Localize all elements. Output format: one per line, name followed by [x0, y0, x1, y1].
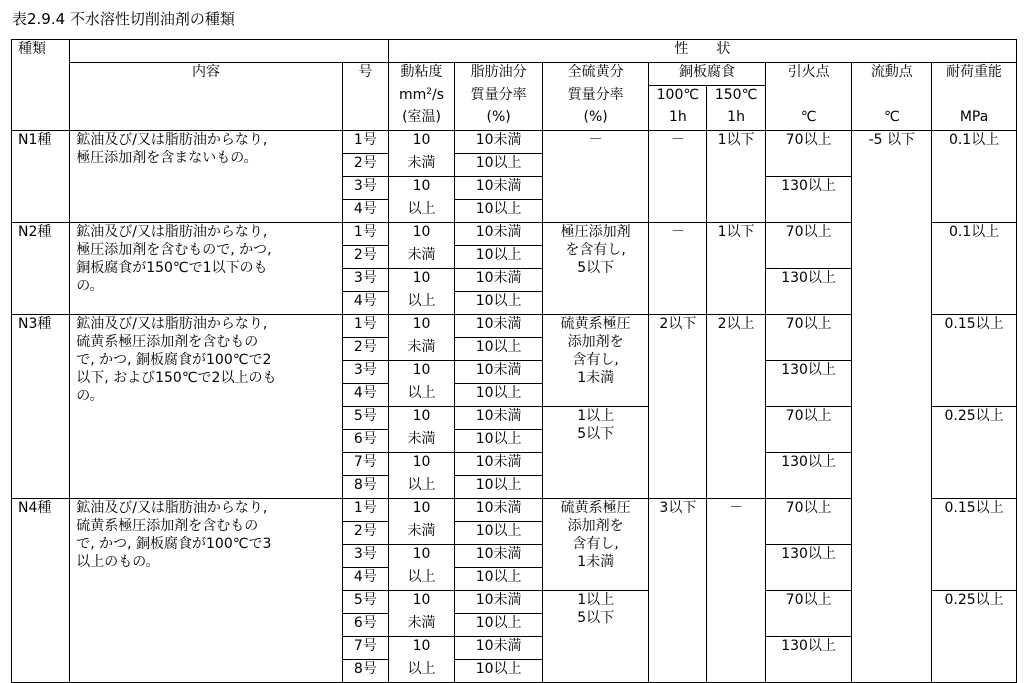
fat-oil-cell: 10未満	[455, 499, 543, 522]
number-cell: 4号	[342, 568, 388, 591]
flash-point-cell: 130以上	[765, 545, 852, 591]
flash-point-cell: 130以上	[765, 361, 852, 407]
header-fat-oil: 脂肪油分	[455, 63, 543, 86]
fat-oil-cell: 10未満	[455, 637, 543, 660]
number-cell: 8号	[342, 476, 388, 499]
fat-oil-cell: 10以上	[455, 568, 543, 591]
content-line: 銅板腐食が150℃で1以下のも	[76, 260, 268, 276]
corrosion-100-cell: －	[649, 223, 707, 315]
header-corr-150: 150℃	[707, 86, 765, 109]
fat-oil-cell: 10未満	[455, 453, 543, 476]
viscosity-cell: 10	[388, 315, 454, 338]
viscosity-cell: 10	[388, 637, 454, 660]
content-line: の。	[76, 388, 104, 404]
sulfur-line: 添加剤を	[567, 518, 624, 534]
content-line: 極圧添加剤を含むもので, かつ,	[76, 242, 272, 258]
sulfur-cell	[543, 223, 649, 315]
fat-oil-cell: 10未満	[455, 177, 543, 200]
viscosity-cell: 未満	[388, 246, 454, 269]
sulfur-line: －	[588, 132, 603, 148]
viscosity-cell: 10	[388, 361, 454, 384]
fat-oil-cell: 10以上	[455, 660, 543, 683]
fat-oil-cell: 10以上	[455, 522, 543, 545]
flash-point-cell: 70以上	[765, 131, 852, 177]
viscosity-cell: 10	[388, 131, 454, 154]
number-cell: 2号	[342, 246, 388, 269]
fat-oil-cell: 10未満	[455, 361, 543, 384]
fat-oil-cell: 10以上	[455, 614, 543, 637]
fat-oil-cell: 10以上	[455, 384, 543, 407]
header-fat-oil-unit: 質量分率	[455, 86, 543, 109]
header-properties: 性 状	[388, 40, 1016, 63]
header-viscosity-cond: (室温)	[388, 108, 454, 131]
header-viscosity-unit: $mm^2/s$	[388, 86, 454, 109]
load-cell: 0.15以上	[932, 315, 1017, 407]
number-cell: 4号	[342, 292, 388, 315]
header-viscosity: 動粘度	[388, 63, 454, 86]
number-cell: 3号	[342, 545, 388, 568]
number-cell: 3号	[342, 177, 388, 200]
number-cell: 7号	[342, 453, 388, 476]
sulfur-line: 5以下	[577, 610, 615, 626]
header-number: 号	[342, 63, 388, 131]
content-cell	[70, 499, 343, 683]
flash-point-cell: 130以上	[765, 637, 852, 683]
kind-cell: N3種	[12, 315, 70, 499]
sulfur-line: 含有し,	[572, 536, 619, 552]
number-cell: 7号	[342, 637, 388, 660]
sulfur-line: 硫黄系極圧	[560, 316, 631, 332]
number-cell: 4号	[342, 200, 388, 223]
header-load: 耐荷重能	[932, 63, 1017, 86]
table-caption: 表2.9.4 不水溶性切削油剤の種類	[12, 10, 235, 28]
corrosion-100-cell: －	[649, 131, 707, 223]
viscosity-cell: 未満	[388, 430, 454, 453]
content-cell	[70, 223, 343, 315]
viscosity-cell: 未満	[388, 522, 454, 545]
content-line: 鉱油及び/又は脂肪油からなり,	[76, 132, 268, 148]
content-line: 鉱油及び/又は脂肪油からなり,	[76, 224, 268, 240]
content-line: 硫黄系極圧添加剤を含むもの	[76, 334, 259, 350]
kind-cell: N2種	[12, 223, 70, 315]
kind-cell: N4種	[12, 499, 70, 683]
viscosity-cell: 10	[388, 545, 454, 568]
fat-oil-cell: 10未満	[455, 407, 543, 430]
fat-oil-cell: 10未満	[455, 131, 543, 154]
viscosity-cell: 10	[388, 453, 454, 476]
oil-types-table	[11, 39, 1017, 683]
viscosity-cell: 以上	[388, 200, 454, 223]
viscosity-cell: 10	[388, 223, 454, 246]
viscosity-cell: 以上	[388, 384, 454, 407]
header-flash-unit: ℃	[765, 108, 852, 131]
number-cell: 3号	[342, 269, 388, 292]
header-flash-spacer	[765, 86, 852, 109]
flash-point-cell: 130以上	[765, 177, 852, 223]
viscosity-cell: 未満	[388, 338, 454, 361]
flash-point-cell: 70以上	[765, 223, 852, 269]
sulfur-line: 含有し,	[572, 352, 619, 368]
corrosion-150-cell: 1以下	[707, 223, 765, 315]
number-cell: 1号	[342, 499, 388, 522]
sulfur-line: 極圧添加剤	[560, 224, 631, 240]
number-cell: 2号	[342, 338, 388, 361]
content-line: で, かつ, 銅板腐食が100℃で3	[76, 536, 272, 552]
flash-point-cell: 70以上	[765, 591, 852, 637]
content-line: 以上のもの。	[76, 554, 160, 570]
sulfur-line: 1未満	[577, 554, 615, 570]
number-cell: 1号	[342, 131, 388, 154]
viscosity-cell: 10	[388, 407, 454, 430]
number-cell: 8号	[342, 660, 388, 683]
fat-oil-cell: 10以上	[455, 338, 543, 361]
sulfur-line: を含有し,	[565, 242, 626, 258]
number-cell: 6号	[342, 614, 388, 637]
corrosion-150-cell: 1以下	[707, 131, 765, 223]
number-cell: 2号	[342, 522, 388, 545]
corrosion-100-cell: 2以下	[649, 315, 707, 499]
header-corrosion: 銅板腐食	[649, 63, 765, 86]
header-kind-spacer	[12, 63, 70, 131]
header-load-unit: MPa	[932, 108, 1017, 131]
header-content: 内容	[70, 63, 343, 131]
pour-point-cell: -5 以下	[852, 131, 932, 683]
header-pour: 流動点	[852, 63, 932, 86]
flash-point-cell: 70以上	[765, 407, 852, 453]
fat-oil-cell: 10以上	[455, 292, 543, 315]
sulfur-line: 1未満	[577, 370, 615, 386]
sulfur-cell	[543, 407, 649, 499]
viscosity-cell: 未満	[388, 614, 454, 637]
corrosion-150-cell: 2以上	[707, 315, 765, 499]
flash-point-cell: 70以上	[765, 315, 852, 361]
viscosity-cell: 10	[388, 269, 454, 292]
flash-point-cell: 130以上	[765, 453, 852, 499]
header-kind: 種類	[12, 40, 70, 63]
sulfur-line: 1以上	[577, 408, 615, 424]
table-row	[12, 131, 1017, 154]
kind-cell: N1種	[12, 131, 70, 223]
number-cell: 5号	[342, 407, 388, 430]
sulfur-line: 1以上	[577, 592, 615, 608]
flash-point-cell: 130以上	[765, 269, 852, 315]
header-corr-100-time: 1h	[649, 108, 707, 131]
fat-oil-cell: 10以上	[455, 246, 543, 269]
number-cell: 3号	[342, 361, 388, 384]
fat-oil-cell: 10未満	[455, 545, 543, 568]
viscosity-cell: 未満	[388, 154, 454, 177]
load-cell: 0.25以上	[932, 407, 1017, 499]
viscosity-cell: 10	[388, 499, 454, 522]
viscosity-cell: 10	[388, 177, 454, 200]
sulfur-line: 硫黄系極圧	[560, 500, 631, 516]
number-cell: 1号	[342, 315, 388, 338]
content-line: 以下, および150℃で2以上のも	[76, 370, 277, 386]
corrosion-150-cell: －	[707, 499, 765, 683]
number-cell: 5号	[342, 591, 388, 614]
number-cell: 2号	[342, 154, 388, 177]
viscosity-cell: 以上	[388, 476, 454, 499]
viscosity-cell: 以上	[388, 292, 454, 315]
number-cell: 1号	[342, 223, 388, 246]
viscosity-cell: 以上	[388, 660, 454, 683]
fat-oil-cell: 10以上	[455, 200, 543, 223]
sulfur-line: 5以下	[577, 260, 615, 276]
sulfur-cell	[543, 499, 649, 591]
header-sulfur: 全硫黄分	[543, 63, 649, 86]
content-cell	[70, 131, 343, 223]
fat-oil-cell: 10以上	[455, 154, 543, 177]
load-cell: 0.15以上	[932, 499, 1017, 591]
header-corr-100: 100℃	[649, 86, 707, 109]
flash-point-cell: 70以上	[765, 499, 852, 545]
content-line: 鉱油及び/又は脂肪油からなり,	[76, 500, 268, 516]
load-cell: 0.1以上	[932, 223, 1017, 315]
content-cell	[70, 315, 343, 499]
header-blank	[70, 40, 389, 63]
sulfur-cell	[543, 131, 649, 223]
fat-oil-cell: 10未満	[455, 591, 543, 614]
sulfur-line: 5以下	[577, 426, 615, 442]
header-sulfur-pct: (%)	[543, 108, 649, 131]
header-pour-unit: ℃	[852, 108, 932, 131]
header-flash: 引火点	[765, 63, 852, 86]
header-fat-oil-pct: (%)	[455, 108, 543, 131]
number-cell: 6号	[342, 430, 388, 453]
header-pour-spacer	[852, 86, 932, 109]
fat-oil-cell: 10以上	[455, 476, 543, 499]
viscosity-cell: 以上	[388, 568, 454, 591]
content-line: 鉱油及び/又は脂肪油からなり,	[76, 316, 268, 332]
fat-oil-cell: 10未満	[455, 223, 543, 246]
fat-oil-cell: 10未満	[455, 269, 543, 292]
content-line: 硫黄系極圧添加剤を含むもの	[76, 518, 259, 534]
fat-oil-cell: 10以上	[455, 430, 543, 453]
content-line: 極圧添加剤を含まないもの。	[76, 150, 258, 166]
content-line: で, かつ, 銅板腐食が100℃で2	[76, 352, 272, 368]
load-cell: 0.25以上	[932, 591, 1017, 683]
fat-oil-cell: 10未満	[455, 315, 543, 338]
sulfur-cell	[543, 315, 649, 407]
content-line: の。	[76, 278, 104, 294]
header-corr-150-time: 1h	[707, 108, 765, 131]
viscosity-cell: 10	[388, 591, 454, 614]
header-sulfur-unit: 質量分率	[543, 86, 649, 109]
sulfur-line: 添加剤を	[567, 334, 624, 350]
load-cell: 0.1以上	[932, 131, 1017, 223]
number-cell: 4号	[342, 384, 388, 407]
header-load-spacer	[932, 86, 1017, 109]
corrosion-100-cell: 3以下	[649, 499, 707, 683]
